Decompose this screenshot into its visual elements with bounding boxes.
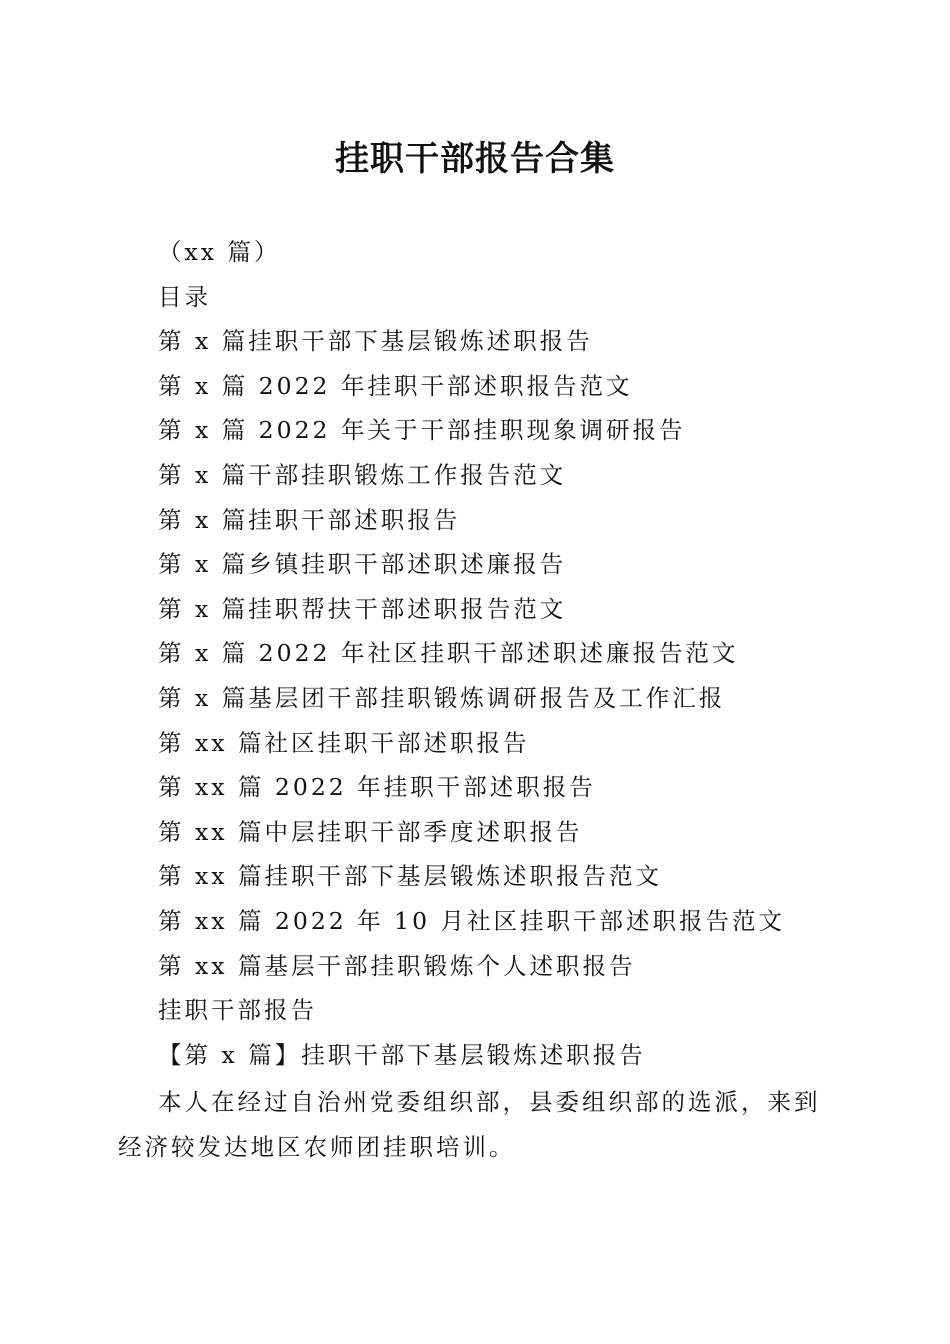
section-label: 挂职干部报告 [158,996,317,1025]
document-lines [158,234,858,1081]
toc-heading: 目录 [158,282,211,311]
toc-item: 第 xx 篇社区挂职干部述职报告 [158,728,530,757]
toc-item: 第 xx 篇 2022 年挂职干部述职报告 [158,773,596,802]
toc-item: 第 x 篇乡镇挂职干部述职述廉报告 [158,550,567,579]
body-paragraph: 本人在经过自治州党委组织部，县委组织部的选派，来到经济较发达地区农师团挂职培训。 [118,1088,821,1161]
toc-item: 第 xx 篇中层挂职干部季度述职报告 [158,817,583,846]
toc-item: 第 xx 篇基层干部挂职锻炼个人述职报告 [158,951,636,980]
count-note: （xx 篇） [158,238,281,266]
toc-item: 第 x 篇挂职干部下基层锻炼述职报告 [158,327,593,356]
document-title: 挂职干部报告合集 [335,139,615,179]
toc-item: 第 xx 篇挂职干部下基层锻炼述职报告范文 [158,862,662,891]
toc-item: 第 x 篇干部挂职锻炼工作报告范文 [158,460,567,489]
article-heading: 【第 x 篇】挂职干部下基层锻炼述职报告 [158,1040,646,1069]
toc-item: 第 xx 篇 2022 年 10 月社区挂职干部述职报告范文 [158,906,786,935]
toc-item: 第 x 篇基层团干部挂职锻炼调研报告及工作汇报 [158,683,726,712]
toc-item: 第 x 篇挂职帮扶干部述职报告范文 [158,594,567,623]
toc-item: 第 x 篇 2022 年挂职干部述职报告范文 [158,371,633,400]
toc-item: 第 x 篇 2022 年关于干部挂职现象调研报告 [158,416,686,445]
toc-item: 第 x 篇挂职干部述职报告 [158,505,461,534]
toc-item: 第 x 篇 2022 年社区挂职干部述职述廉报告范文 [158,639,739,668]
